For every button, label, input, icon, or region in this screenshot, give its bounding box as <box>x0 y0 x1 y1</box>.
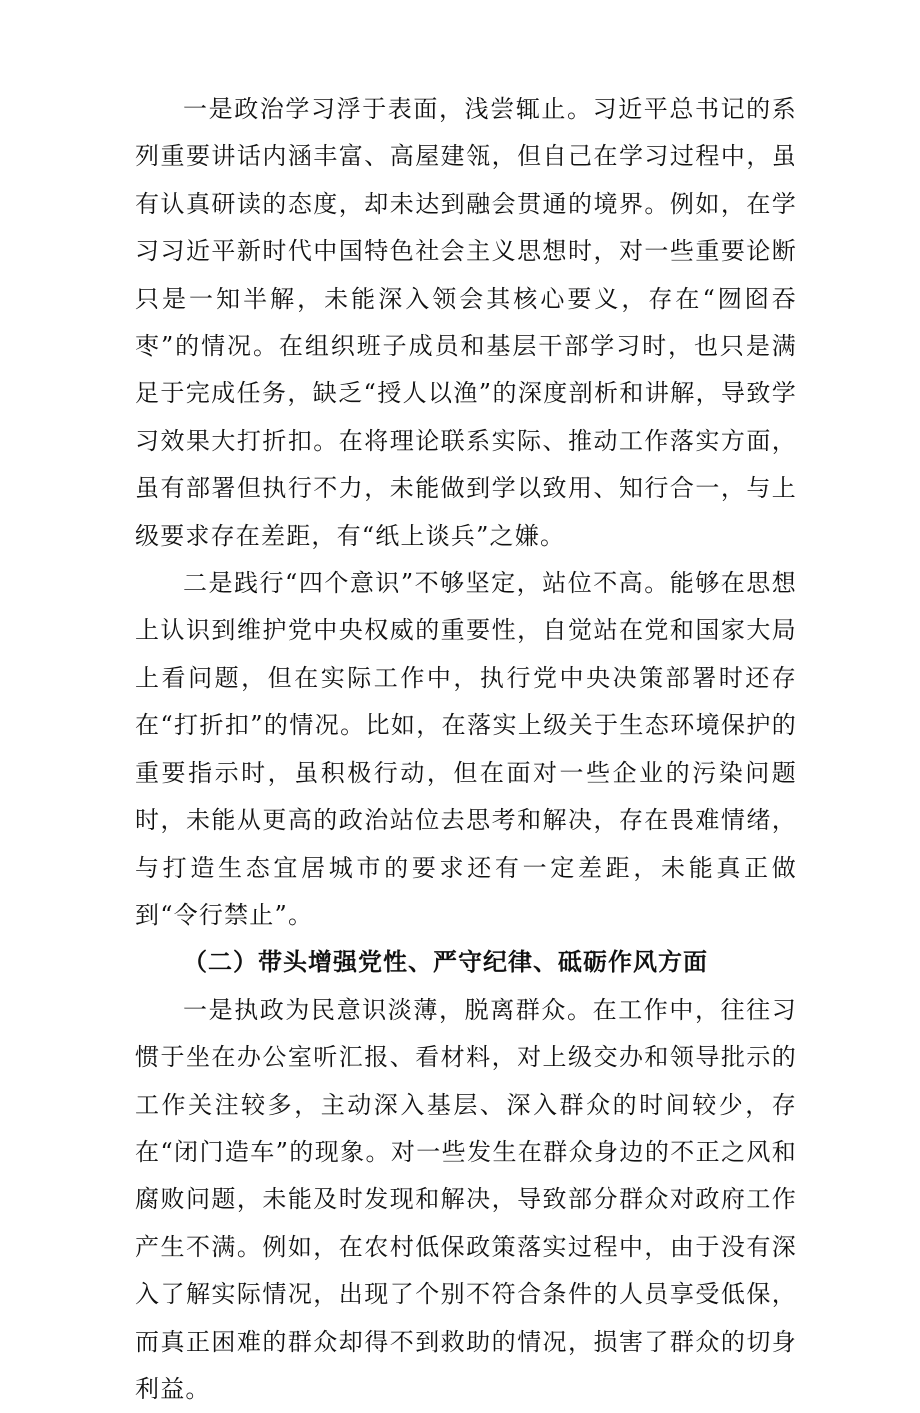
paragraph-political-study: 一是政治学习浮于表面，浅尝辄止。习近平总书记的系列重要讲话内涵丰富、高屋建瓴，但自己在学习过程中，虽有认真研读的态度，却未达到融会贯通的境界。例如，在学习习近平新时代中国特色社会主义思想时，对一些重要论断只是一知半解，未能深入领会其核心要义，存在“囫囵吞枣”的情况。在组织班子成员和基层干部学习时，也只是满足于完成任务，缺乏“授人以渔”的深度剖析和讲解，导致学习效果大打折扣。在将理论联系实际、推动工作落实方面，虽有部署但执行不力，未能做到学以致用、知行合一，与上级要求存在差距，有“纸上谈兵”之嫌。 <box>135 95 797 550</box>
document-body <box>135 86 797 1413</box>
paragraph-four-consciousness: 二是践行“四个意识”不够坚定，站位不高。能够在思想上认识到维护党中央权威的重要性，自觉站在党和国家大局上看问题，但在实际工作中，执行党中央决策部署时还存在“打折扣”的情况。比如，在落实上级关于生态环境保护的重要指示时，虽积极行动，但在面对一些企业的污染问题时，未能从更高的政治站位去思考和解决，存在畏难情绪，与打造生态宜居城市的要求还有一定差距，未能真正做到“令行禁止”。 <box>135 569 797 929</box>
section-heading: （二）带头增强党性、严守纪律、砥砺作风方面 <box>183 948 708 977</box>
paragraph-serve-people: 一是执政为民意识淡薄，脱离群众。在工作中，往往习惯于坐在办公室听汇报、看材料，对上级交办和领导批示的工作关注较多，主动深入基层、深入群众的时间较少，存在“闭门造车”的现象。对一些发生在群众身边的不正之风和腐败问题，未能及时发现和解决，导致部分群众对政府工作产生不满。例如，在农村低保政策落实过程中，由于没有深入了解实际情况，出现了个别不符合条件的人员享受低保，而真正困难的群众却得不到救助的情况，损害了群众的切身利益。 <box>135 995 797 1403</box>
